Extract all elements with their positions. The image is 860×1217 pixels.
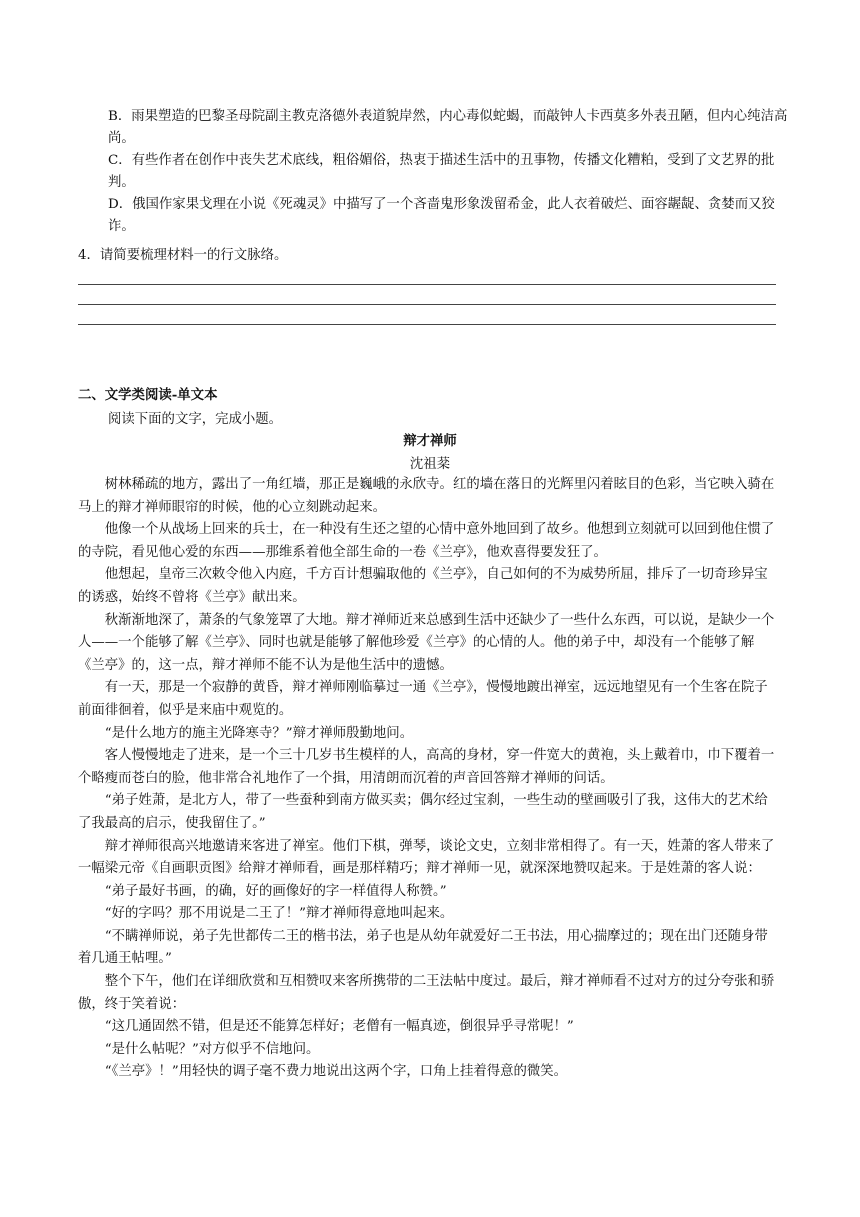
story-paragraph: 整个下午，他们在详细欣赏和互相赞叹来客所携带的二王法帖中度过。最后，辩才禅师看不过对方的过分夸张和骄傲，终于笑着说： (78, 974, 775, 1012)
story-paragraph: “不瞒禅师说，弟子先世都传二王的楷书法，弟子也是从幼年就爱好二王书法，用心揣摩过的；现在出门还随身带着几通王帖哩。” (78, 928, 768, 967)
story-paragraph: “《兰亭》！”用轻快的调子毫不费力地说出这两个字，口角上挂着得意的微笑。 (104, 1064, 568, 1080)
answer-line[interactable] (78, 324, 776, 325)
option-c: C．有些作者在创作中丧失艺术底线，粗俗媚俗，热衷于描述生活中的丑事物，传播文化糟粕，受到了文艺界的批判。 (108, 153, 775, 190)
story-author: 沈祖棻 (409, 457, 451, 472)
story-paragraph: 辩才禅师很高兴地邀请来客进了禅室。他们下棋，弹琴，谈论文史，立刻非常相得了。有一天，姓萧的客人带来了一幅梁元帝《自画职贡图》给辩才禅师看，画是那样精巧；辩才禅师一见，就深深地赞叹起来。于是姓萧的客人说： (78, 838, 775, 877)
section-heading: 二、文学类阅读-单文本 (78, 387, 218, 403)
story-paragraph: 他像一个从战场上回来的兵士，在一种没有生还之望的心情中意外地回到了故乡。他想到立刻就可以回到他住惯了的寺院，看见他心爱的东西——那维系着他全部生命的一卷《兰亭》，他欢喜得要发狂了。 (78, 522, 775, 560)
story-title: 辩才禅师 (403, 433, 457, 449)
story-paragraph: “弟子最好书画，的确，好的画像好的字一样值得人称赞。” (104, 883, 447, 899)
story-paragraph: “这几通固然不错，但是还不能算怎样好；老僧有一幅真迹，倒很异乎寻常呢！” (104, 1019, 574, 1035)
story-paragraph: 客人慢慢地走了进来，是一个三十几岁书生模样的人，高高的身材，穿一件宽大的黄袍，头上戴着巾，巾下覆着一个略瘦而苍白的脸，他非常合礼地作了一个揖，用清朗而沉着的声音回答辩才禅师的问话。 (78, 748, 775, 786)
story-paragraph: 秋渐渐地深了，萧条的气象笼罩了大地。辩才禅师近来总感到生活中还缺少了一些什么东西，可以说，是缺少一个人——一个能够了解《兰亭》、同时也就是能够了解他珍爱《兰亭》的心情的人。他的弟子中，却没有一个能够了解《兰亭》的，这一点，辩才禅师不能不认为是他生活中的遗憾。 (78, 612, 775, 673)
story-paragraph: “弟子姓萧，是北方人，带了一些蚕种到南方做买卖；偶尔经过宝刹，一些生动的壁画吸引了我，这伟大的艺术给了我最高的启示，使我留住了。” (78, 793, 768, 831)
answer-line[interactable] (78, 284, 776, 285)
option-b: B．雨果塑造的巴黎圣母院副主教克洛德外表道貌岸然，内心毒似蛇蝎，而敲钟人卡西莫多外表丑陋，但内心纯洁高尚。 (108, 109, 788, 146)
story-paragraph: “是什么帖呢？”对方似乎不信地问。 (104, 1041, 320, 1057)
story-paragraph: 他想起，皇帝三次敕令他入内庭，千方百计想骗取他的《兰亭》，自己如何的不为威势所屈，排斥了一切奇珍异宝的诱惑，始终不曾将《兰亭》献出来。 (78, 567, 768, 605)
story-paragraph: 树林稀疏的地方，露出了一角红墙，那正是巍峨的永欣寺。红的墙在落日的光辉里闪着眩目的色彩，当它映入骑在马上的辩才禅师眼帘的时候，他的心立刻跳动起来。 (78, 477, 775, 515)
story-paragraph: 有一天，那是一个寂静的黄昏，辩才禅师刚临摹过一通《兰亭》，慢慢地踱出禅室，远远地望见有一个生客在院子前面徘徊着，似乎是来庙中观览的。 (78, 680, 768, 718)
story-body (78, 474, 778, 1084)
option-d: D．俄国作家果戈理在小说《死魂灵》中描写了一个吝啬鬼形象泼留希金，此人衣着破烂、面容龌龊、贪婪而又狡诈。 (108, 197, 775, 234)
story-paragraph: “是什么地方的施主光降寒寺？”辩才禅师殷勤地问。 (104, 725, 414, 741)
answer-line[interactable] (78, 304, 776, 305)
question-4: 4．请简要梳理材料一的行文脉络。 (78, 248, 288, 263)
reading-instruction: 阅读下面的文字，完成小题。 (108, 412, 283, 427)
story-paragraph: “好的字吗？那不用说是二王了！”辩才禅师得意地叫起来。 (104, 906, 454, 922)
